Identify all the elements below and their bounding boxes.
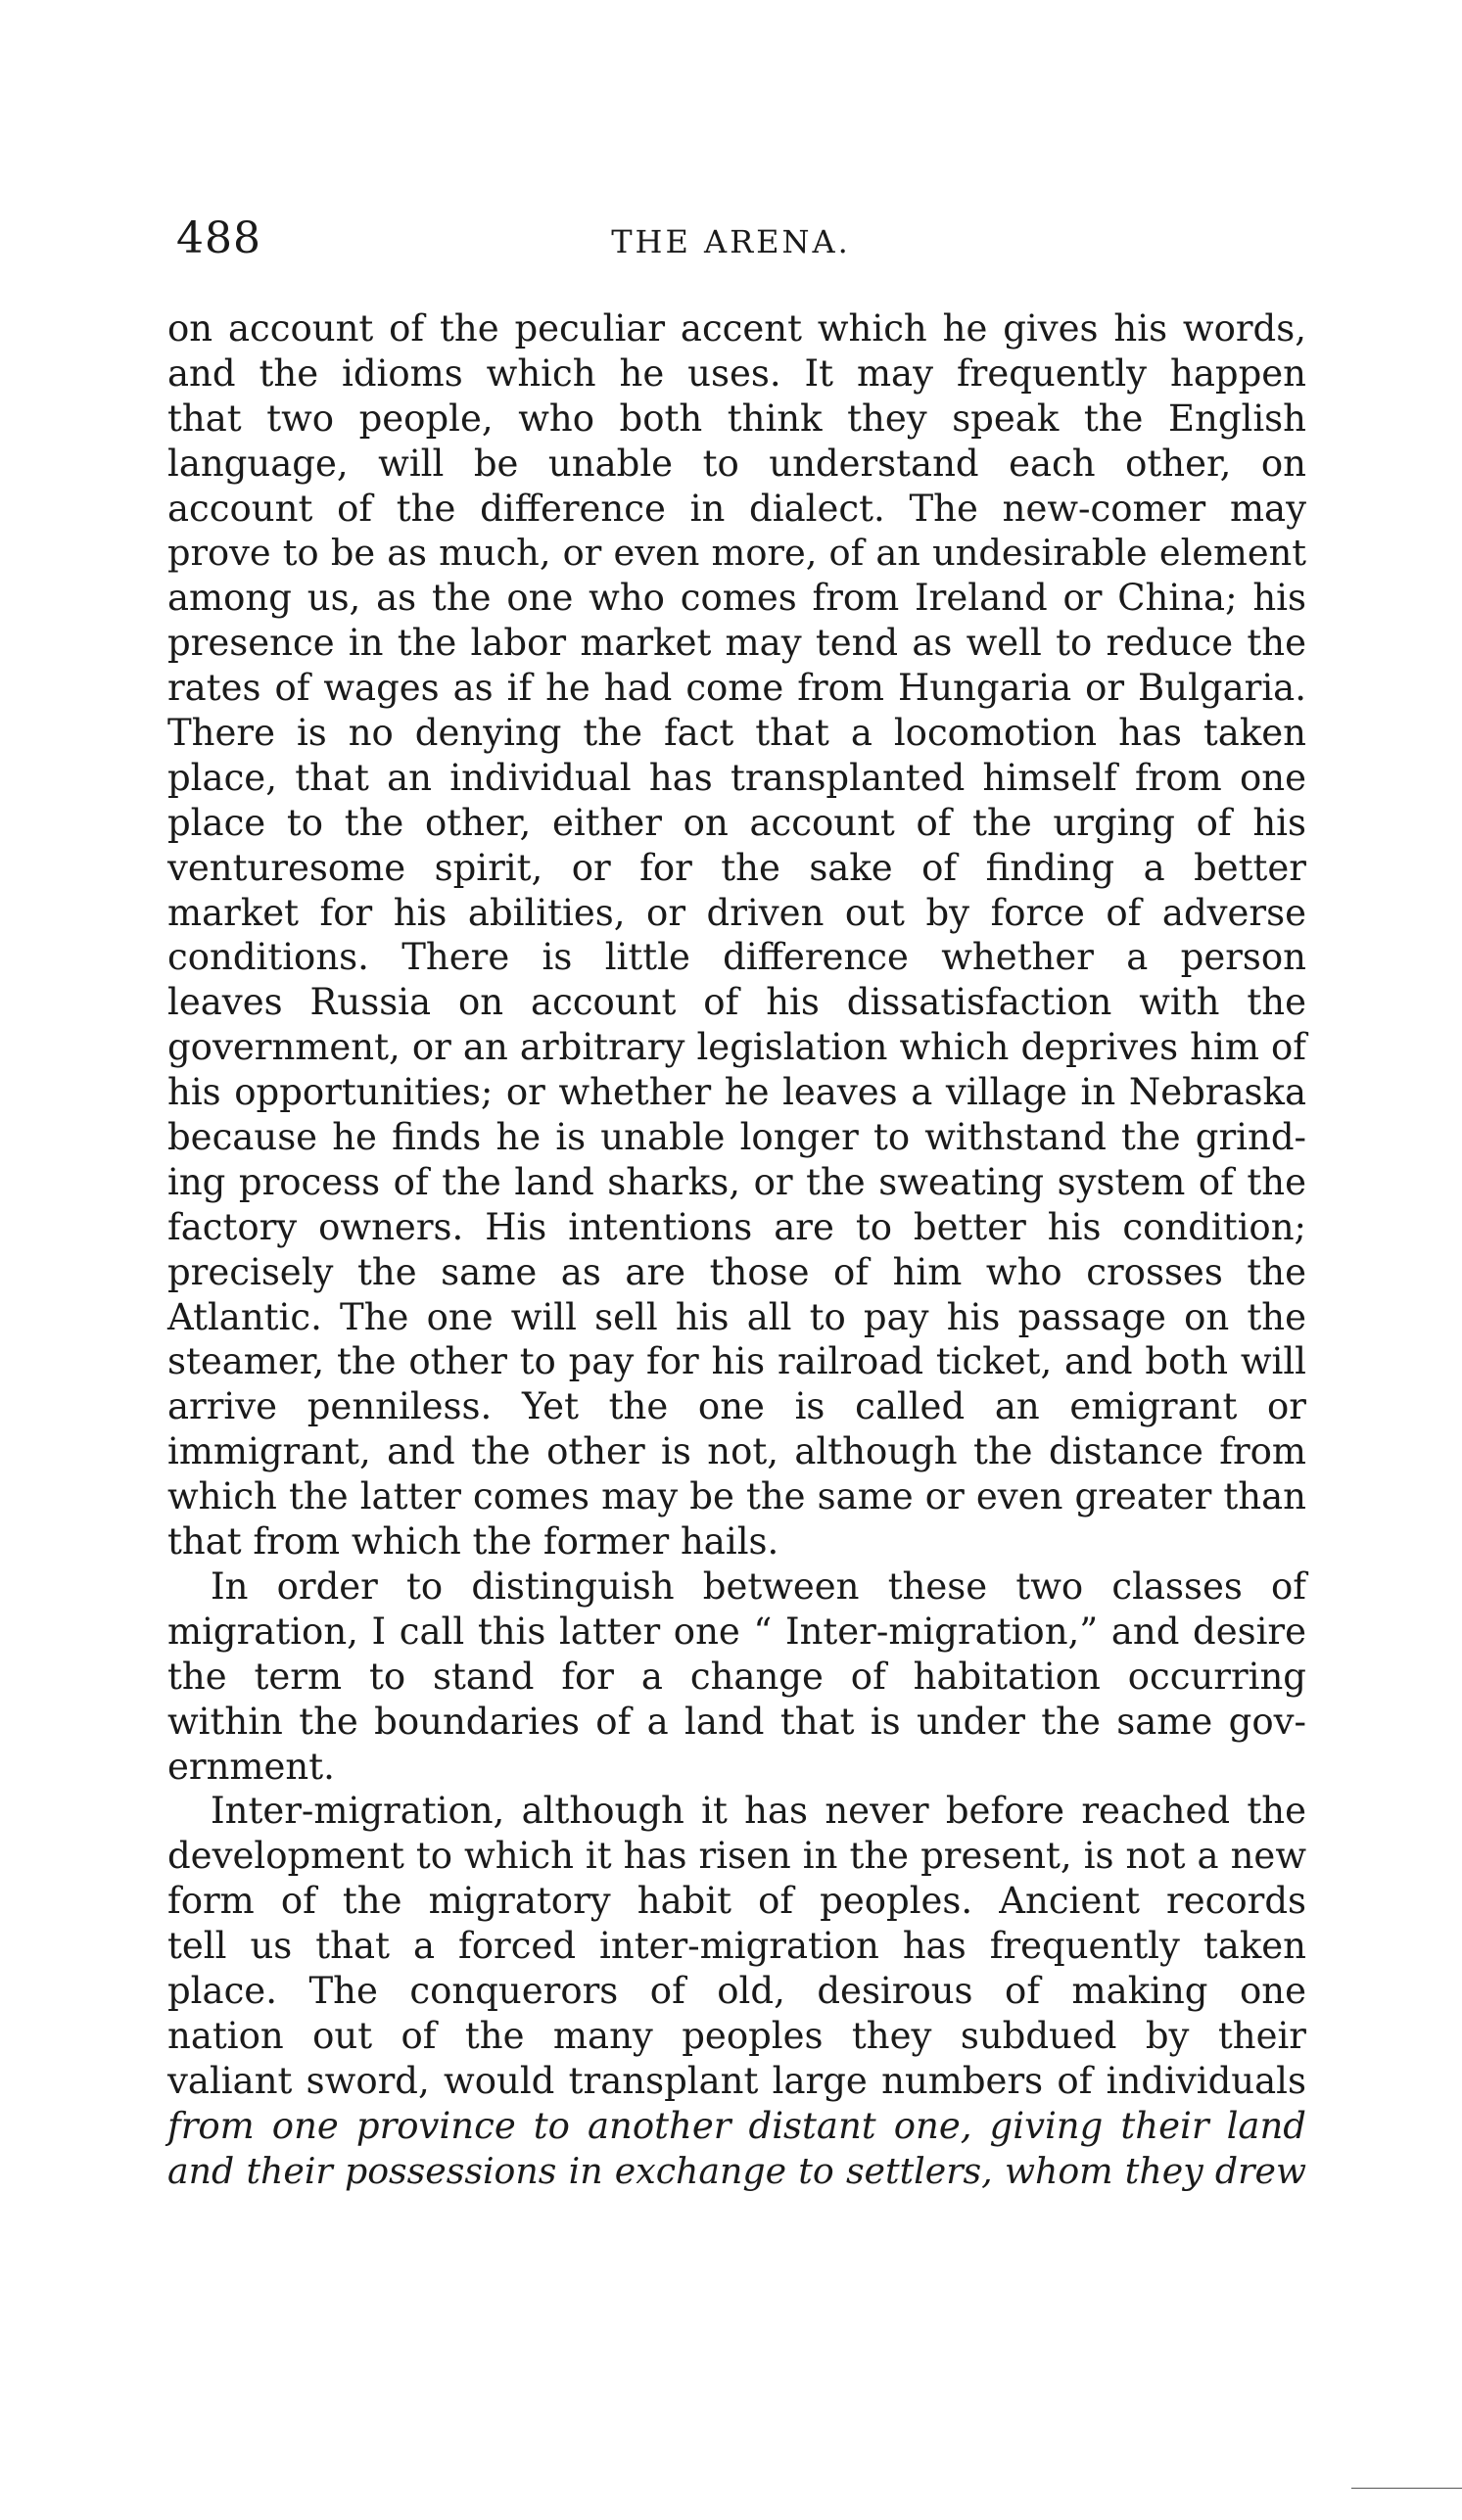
text-line: and their possessions in exchange to settlers, whom they drew	[167, 2149, 1306, 2192]
page-number: 488	[176, 213, 261, 263]
text-line: leaves Russia on account of his dissatisfaction with the	[167, 981, 1306, 1024]
text-line: rates of wages as if he had come from Hungaria or Bulgaria.	[167, 667, 1306, 710]
text-line: presence in the labor market may tend as well to reduce the	[167, 622, 1306, 665]
text-line: conditions. There is little difference whether a person	[167, 936, 1306, 979]
text-line: There is no denying the fact that a locomotion has taken	[167, 712, 1306, 755]
text-line: language, will be unable to understand each other, on	[167, 442, 1306, 485]
text-line: arrive penniless. Yet the one is called an emigrant or	[167, 1385, 1306, 1428]
text-line: that from which the former hails.	[167, 1520, 779, 1563]
text-line: ernment.	[167, 1745, 335, 1788]
text-line: account of the difference in dialect. The new-comer may	[167, 487, 1306, 530]
text-line: ing process of the land sharks, or the sweating system of the	[167, 1160, 1306, 1203]
text-line: from one province to another distant one, giving their land	[167, 2104, 1306, 2147]
body-text	[167, 306, 1306, 2193]
text-line: the term to stand for a change of habitation occurring	[167, 1655, 1306, 1698]
text-line: tell us that a forced inter-migration has frequently taken	[167, 1925, 1306, 1968]
text-line: Inter-migration, although it has never before reached the	[211, 1790, 1306, 1833]
text-line: venturesome spirit, or for the sake of finding a better	[167, 846, 1306, 889]
text-line: valiant sword, would transplant large numbers of individuals	[167, 2059, 1306, 2102]
text-line: immigrant, and the other is not, although the distance from	[167, 1430, 1306, 1473]
text-line: because he finds he is unable longer to withstand the grind-	[167, 1116, 1306, 1159]
text-line: prove to be as much, or even more, of an undesirable element	[167, 532, 1306, 575]
text-line: factory owners. His intentions are to better his condition;	[167, 1205, 1306, 1248]
text-line: precisely the same as are those of him who crosses the	[167, 1250, 1306, 1293]
text-line: In order to distinguish between these two classes of	[211, 1564, 1306, 1608]
text-line: nation out of the many peoples they subdued by their	[167, 2014, 1306, 2057]
text-line: form of the migratory habit of peoples. Ancient records	[167, 1880, 1306, 1923]
text-line: among us, as the one who comes from Ireland or China; his	[167, 577, 1306, 620]
text-line: place. The conquerors of old, desirous of making one	[167, 1969, 1306, 2012]
text-line: migration, I call this latter one “ Inter-migration,” and desire	[167, 1610, 1306, 1653]
text-line: government, or an arbitrary legislation which deprives him of	[167, 1026, 1306, 1069]
text-line: steamer, the other to pay for his railroad ticket, and both will	[167, 1340, 1306, 1383]
text-line: within the boundaries of a land that is under the same gov-	[167, 1700, 1306, 1743]
running-head: THE ARENA.	[611, 223, 851, 260]
text-line: and the idioms which he uses. It may frequently happen	[167, 351, 1306, 395]
bottom-rule	[1351, 2488, 1462, 2489]
text-line: that two people, who both think they speak the English	[167, 397, 1306, 440]
text-line: Atlantic. The one will sell his all to pay his passage on the	[167, 1295, 1306, 1338]
text-line: market for his abilities, or driven out by force of adverse	[167, 891, 1306, 934]
text-line: place to the other, either on account of the urging of his	[167, 801, 1306, 844]
text-line: development to which it has risen in the present, is not a new	[167, 1835, 1306, 1878]
text-line: his opportunities; or whether he leaves a village in Nebraska	[167, 1071, 1306, 1114]
text-line: which the latter comes may be the same or even greater than	[167, 1475, 1306, 1518]
text-line: place, that an individual has transplanted himself from one	[167, 756, 1306, 799]
text-line: on account of the peculiar accent which he gives his words,	[167, 307, 1306, 350]
